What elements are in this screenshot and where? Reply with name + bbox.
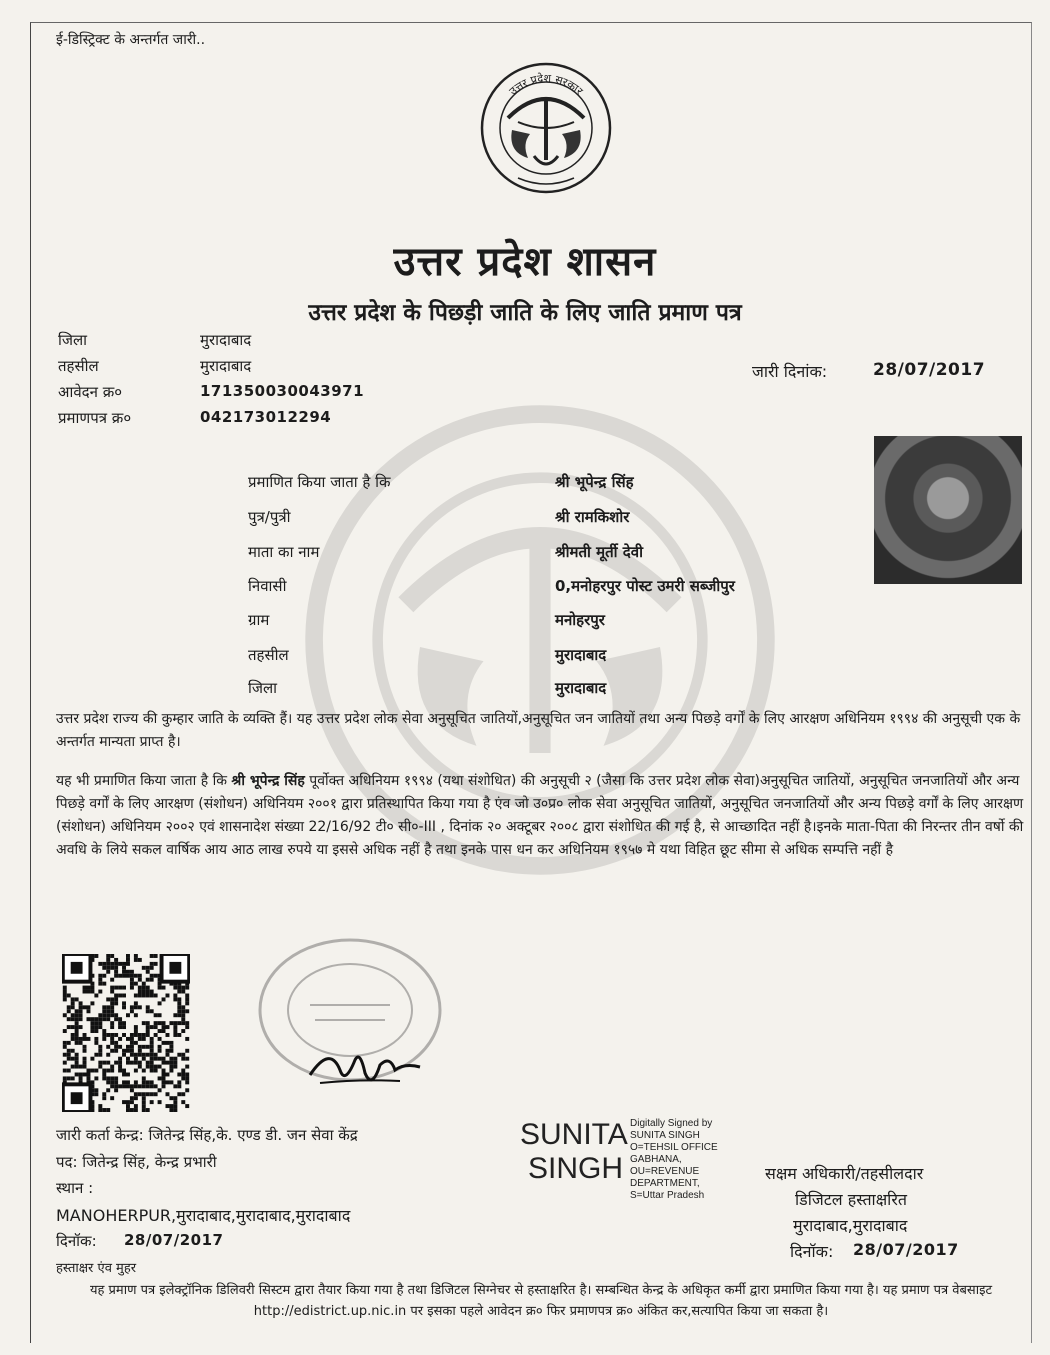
dsig-line: GABHANA,	[630, 1154, 682, 1165]
place-label: स्थान :	[56, 1179, 94, 1197]
issue-date-label: जारी दिनांक:	[752, 362, 828, 381]
person-district-label: जिला	[248, 679, 278, 697]
dsig-line: DEPARTMENT,	[630, 1178, 700, 1189]
left-date-label: दिनॉक:	[56, 1232, 97, 1250]
paragraph2-name: श्री भूपेन्द्र सिंह	[231, 773, 305, 789]
issue-date-value: 28/07/2017	[873, 360, 986, 380]
tehsil-value: मुरादाबाद	[200, 357, 252, 375]
authority-title: सक्षम अधिकारी/तहसीलदार	[765, 1164, 924, 1183]
tehsil-label: तहसील	[58, 357, 99, 375]
application-no-label: आवेदन क्र०	[58, 383, 123, 401]
top-note: ई-डिस्ट्रिक्ट के अन्तर्गत जारी..	[56, 32, 206, 48]
certification-paragraph	[56, 770, 1026, 862]
dsig-line: Digitally Signed by	[630, 1118, 713, 1129]
paragraph2-pre: यह भी प्रमाणित किया जाता है कि	[56, 773, 232, 789]
resident-address: 0,मनोहरपुर पोस्ट उमरी सब्जीपुर	[555, 577, 735, 595]
signer-first-name: SUNITA	[520, 1118, 628, 1151]
certified-name: श्री भूपेन्द्र सिंह	[555, 473, 634, 491]
district-value: मुरादाबाद	[200, 331, 252, 349]
qr-code	[62, 954, 190, 1112]
authority-date-label: दिनॉक:	[790, 1242, 834, 1261]
sign-and-seal: हस्ताक्षर एंव मुहर	[56, 1261, 137, 1276]
left-date-value: 28/07/2017	[124, 1231, 224, 1249]
authority-digital: डिजिटल हस्ताक्षरित	[795, 1190, 907, 1209]
signer-last-name: SINGH	[528, 1152, 624, 1185]
certificate-title: उत्तर प्रदेश शासन	[393, 239, 657, 285]
father-name: श्री रामकिशोर	[555, 508, 630, 526]
paragraph2-post: पूर्वोक्त अधिनियम १९९४ (यथा संशोधित) की अनुसूची २ (जैसा कि उत्तर प्रदेश लोक सेवा)अनुसूचित जातियों, अनुसूचित जनजातियों और अन्य पिछड़े वर्गों के लिए आरक्षण (संशोधन) अधिनियम २००१ द्वारा प्रतिस्थापित किया गया है एंव जो उ०प्र० लोक सेवा अनुसूचित जातियों, अनुसूचित जनजातियों और अन्य पिछड़े वर्गों के लिए आरक्षण (संशोधन) अधिनियम २००२ एवं शासनादेश संख्या 22/16/92 टी० सी०-III , दिनांक २० अक्टूबर २००८ द्वारा संशोधित की गई है, से आच्छादित नहीं है।इनके माता-पिता की निरन्तर तीन वर्षो की अवधि के लिये सकल वार्षिक आय आठ लाख रुपये या इससे अधिक नहीं है तथा इनके पास धन कर अधिनियम १९५७ मे यथा विहित छूट सीमा से अधिक सम्पत्ति नहीं है	[56, 773, 1024, 858]
mother-name: श्रीमती मूर्ती देवी	[555, 543, 643, 561]
dsig-line: OU=REVENUE	[630, 1166, 700, 1177]
signer-name	[520, 1118, 628, 1186]
person-district-value: मुरादाबाद	[555, 679, 607, 697]
dsig-line: S=Uttar Pradesh	[630, 1190, 705, 1201]
certificate-no-label: प्रमाणपत्र क्र०	[58, 409, 132, 427]
person-tehsil-label: तहसील	[248, 646, 289, 664]
caste-paragraph: उत्तर प्रदेश राज्य की कुम्हार जाति के व्यक्ति हैं। यह उत्तर प्रदेश लोक सेवा अनुसूचित जातियों,अनुसूचित जन जातियों तथा अन्य पिछड़े वर्गों के लिए आरक्षण अधिनियम १९९४ की अनुसूची एक के अन्तर्गत मान्यता प्राप्त है।	[56, 711, 1021, 750]
dsig-line: SUNITA SINGH	[630, 1130, 700, 1141]
digital-signature-block	[630, 1118, 718, 1202]
emblem-text: उत्तर प्रदेश सरकार	[506, 71, 586, 98]
authority-place: मुरादाबाद,मुरादाबाद	[793, 1216, 908, 1235]
resident-label: निवासी	[248, 577, 287, 595]
person-tehsil-value: मुरादाबाद	[555, 646, 607, 664]
issuing-centre: जारी कर्ता केन्द्र: जितेन्द्र सिंह,के. एण्ड डी. जन सेवा केंद्र	[56, 1126, 358, 1144]
applicant-photo	[874, 436, 1022, 584]
designation: पद: जितेन्द्र सिंह, केन्द्र प्रभारी	[56, 1153, 217, 1171]
certificate-no-value: 042173012294	[200, 408, 332, 426]
son-daughter-label: पुत्र/पुत्री	[248, 508, 291, 526]
certified-label: प्रमाणित किया जाता है कि	[248, 473, 391, 491]
up-government-emblem-icon	[478, 60, 614, 196]
dsig-line: O=TEHSIL OFFICE	[630, 1142, 718, 1153]
district-label: जिला	[58, 331, 88, 349]
certificate-subtitle: उत्तर प्रदेश के पिछड़ी जाति के लिए जाति प्रमाण पत्र	[308, 300, 742, 326]
application-no-value: 171350030043971	[200, 382, 365, 400]
village-label: ग्राम	[248, 611, 270, 629]
svg-text:उत्तर प्रदेश सरकार	[507, 72, 586, 98]
handwritten-signature-icon	[300, 1035, 440, 1095]
mother-name-label: माता का नाम	[248, 543, 320, 561]
authority-date-value: 28/07/2017	[853, 1240, 959, 1259]
place-value: MANOHERPUR,मुरादाबाद,मुरादाबाद,मुरादाबाद	[56, 1206, 351, 1225]
village-value: मनोहरपुर	[555, 611, 605, 629]
footer-note: यह प्रमाण पत्र इलेक्ट्रॉनिक डिलिवरी सिस्टम द्वारा तैयार किया गया है तथा डिजिटल सिग्नेचर से हस्ताक्षरित है। सम्बन्धित केन्द्र के अधिकृत कर्मी द्वारा प्रमाणित किया गया है। यह प्रमाण पत्र वेबसाइट http://edistrict.up.nic.in पर इसका पहले आवेदन क्र० फिर प्रमाणपत्र क्र० अंकित कर,सत्यापित किया जा सकता है।	[89, 1283, 993, 1319]
